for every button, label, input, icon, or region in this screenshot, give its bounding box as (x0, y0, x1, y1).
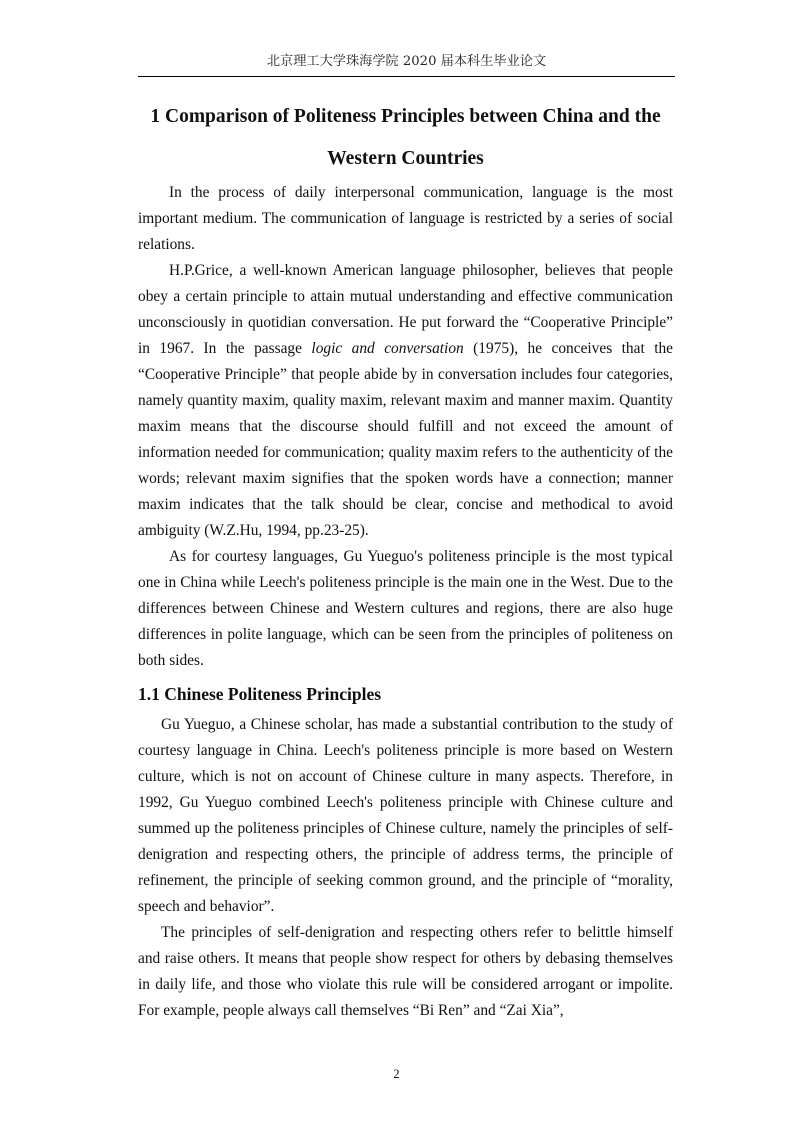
running-header: 北京理工大学珠海学院 2020 届本科生毕业论文 (138, 52, 675, 77)
paragraph-intro: In the process of daily interpersonal communication, language is the most important medium. The communication of language is restricted by a series of social relations. (138, 184, 673, 253)
paragraph-self-denigration: The principles of self-denigration and respecting others refer to belittle himself and raise others. It means that people show respect for others by debasing themselves in daily life, and those who violate this rule will be considered arrogant or impolite. For example, people always call themselves “Bi Ren” and “Zai Xia”, (138, 924, 673, 1019)
paragraph-gu-yueguo: Gu Yueguo, a Chinese scholar, has made a substantial contribution to the study of courtesy language in China. Leech's politeness principle is more based on Western culture, which is not on account of Chinese culture in many aspects. Therefore, in 1992, Gu Yueguo combined Leech's politeness principle with Chinese culture and summed up the politeness principles of Chinese culture, namely the principles of self-denigration and respecting others, the principle of address terms, the principle of refinement, the principle of seeking common ground, and the principle of “morality, speech and behavior”. (138, 716, 673, 915)
grice-text-end: (1975), he conceives that the “Cooperative Principle” that people abide by in conversation includes four categories, namely quantity maxim, quality maxim, relevant maxim and manner maxim. Quantity maxim means that the discourse should fulfill and not exceed the amount of information needed for communication; quality maxim refers to the authenticity of the words; relevant maxim signifies that the spoken words have a connection; manner maxim indicates that the talk should be clear, concise and methodical to avoid ambiguity (W.Z.Hu, 1994, pp.23-25). (138, 340, 674, 539)
chapter-title: 1 Comparison of Politeness Principles between China and the Western Countries (150, 106, 661, 169)
cited-work-title: logic and conversation (311, 340, 464, 357)
paragraph-courtesy: As for courtesy languages, Gu Yueguo's politeness principle is the most typical one in China while Leech's politeness principle is the main one in the West. Due to the differences between Chinese and Western cultures and regions, there are also huge differences in polite language, which can be seen from the principles of politeness on both sides. (138, 548, 673, 669)
page-number: 2 (393, 1067, 400, 1081)
section-title: 1.1 Chinese Politeness Principles (138, 684, 382, 704)
grice-text-start: H.P.Grice, a well-known American language philosopher, believes that people obey a certain principle to attain mutual understanding and effective communication unconsciously in quotidian conversation. He put forward the “Cooperative Principle” in 1967. In the passage (138, 262, 673, 357)
page-body (138, 96, 673, 1024)
paragraph-grice (138, 258, 673, 544)
